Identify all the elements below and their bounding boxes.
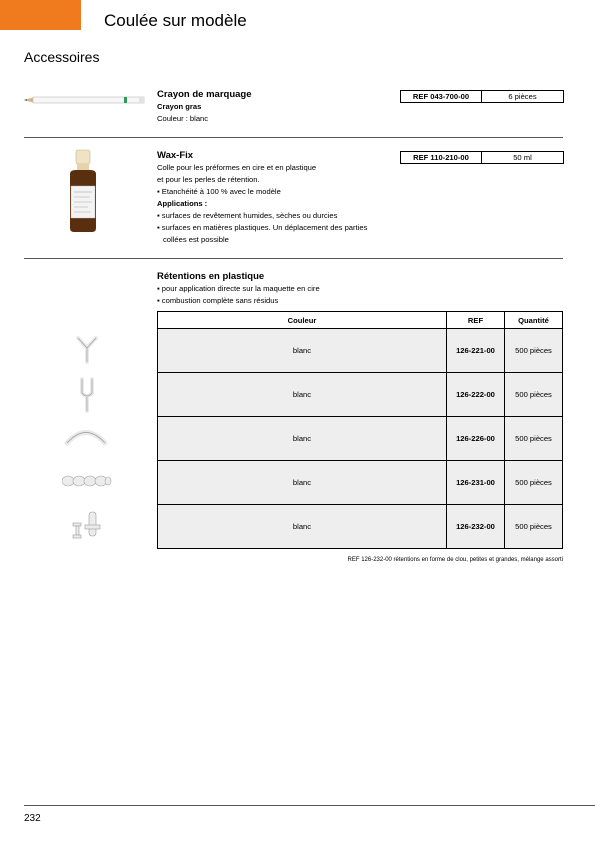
product-desc-line: ▪ surfaces de revêtement humides, sèches ou durcies (157, 211, 338, 220)
cell-couleur: blanc (158, 461, 447, 505)
divider (24, 137, 563, 138)
cell-quantite: 500 pièces (505, 505, 563, 549)
ref-quantity: 6 pièces (508, 92, 537, 101)
product-desc-line: Applications : (157, 199, 208, 208)
product-desc-line: ▪ surfaces en matières plastiques. Un déplacement des parties (157, 223, 368, 232)
nail-retention-icon (70, 510, 102, 544)
cell-quantite: 500 pièces (505, 461, 563, 505)
cell-ref: 126-222-00 (447, 373, 505, 417)
product-crayon (157, 89, 387, 125)
arch-retention-icon (64, 428, 108, 446)
column-header-couleur: Couleur (158, 312, 447, 329)
column-header-ref: REF (447, 312, 505, 329)
bottle-icon (62, 148, 104, 234)
header-accent-bar (0, 0, 81, 30)
cell-ref: 126-231-00 (447, 461, 505, 505)
ref-box-waxfix (400, 151, 564, 164)
product-name: Rétentions en plastique (157, 271, 265, 282)
product-desc-line: ▪ pour application directe sur la maquette en cire (157, 284, 320, 293)
product-desc-line: ▪ Etanchéité à 100 % avec le modèle (157, 187, 281, 196)
pencil-icon (24, 94, 146, 106)
product-retentions (157, 271, 457, 307)
retentions-table (157, 311, 563, 549)
cell-quantite: 500 pièces (505, 329, 563, 373)
product-desc-line: collées est possible (163, 235, 229, 244)
divider (24, 258, 563, 259)
cell-ref: 126-226-00 (447, 417, 505, 461)
table-row (158, 373, 563, 417)
table-row (158, 505, 563, 549)
product-desc-line: Couleur : blanc (157, 114, 209, 123)
footer-divider (24, 805, 595, 806)
ref-code: REF 043-700-00 (401, 91, 482, 102)
cell-quantite: 500 pièces (505, 417, 563, 461)
y-retention-icon (76, 336, 98, 364)
page-title: Coulée sur modèle (104, 11, 247, 30)
table-row (158, 461, 563, 505)
table-row (158, 329, 563, 373)
page-number: 232 (24, 813, 41, 824)
cell-couleur: blanc (158, 329, 447, 373)
ref-box-crayon (400, 90, 564, 103)
cell-couleur: blanc (158, 373, 447, 417)
cell-ref: 126-221-00 (447, 329, 505, 373)
product-name: Wax-Fix (157, 150, 194, 161)
cell-quantite: 500 pièces (505, 373, 563, 417)
fork-retention-icon (78, 377, 96, 413)
cell-couleur: blanc (158, 417, 447, 461)
table-row (158, 417, 563, 461)
cell-couleur: blanc (158, 505, 447, 549)
table-footnote: REF 126-232-00 rétentions en forme de clou, petites et grandes, mélange assorti (347, 557, 563, 563)
product-desc-line: Crayon gras (157, 102, 202, 111)
product-waxfix (157, 150, 397, 246)
ref-quantity: 50 ml (513, 153, 532, 162)
product-desc-line: et pour les perles de rétention. (157, 175, 260, 184)
cell-ref: 126-232-00 (447, 505, 505, 549)
product-desc-line: ▪ combustion complète sans résidus (157, 296, 279, 305)
section-heading: Accessoires (24, 49, 100, 65)
product-desc-line: Colle pour les préformes en cire et en plastique (157, 163, 317, 172)
bead-chain-retention-icon (62, 474, 112, 488)
table-header-row (158, 312, 563, 329)
ref-code: REF 110-210-00 (401, 152, 482, 163)
product-name: Crayon de marquage (157, 89, 252, 100)
column-header-quantite: Quantité (505, 312, 563, 329)
